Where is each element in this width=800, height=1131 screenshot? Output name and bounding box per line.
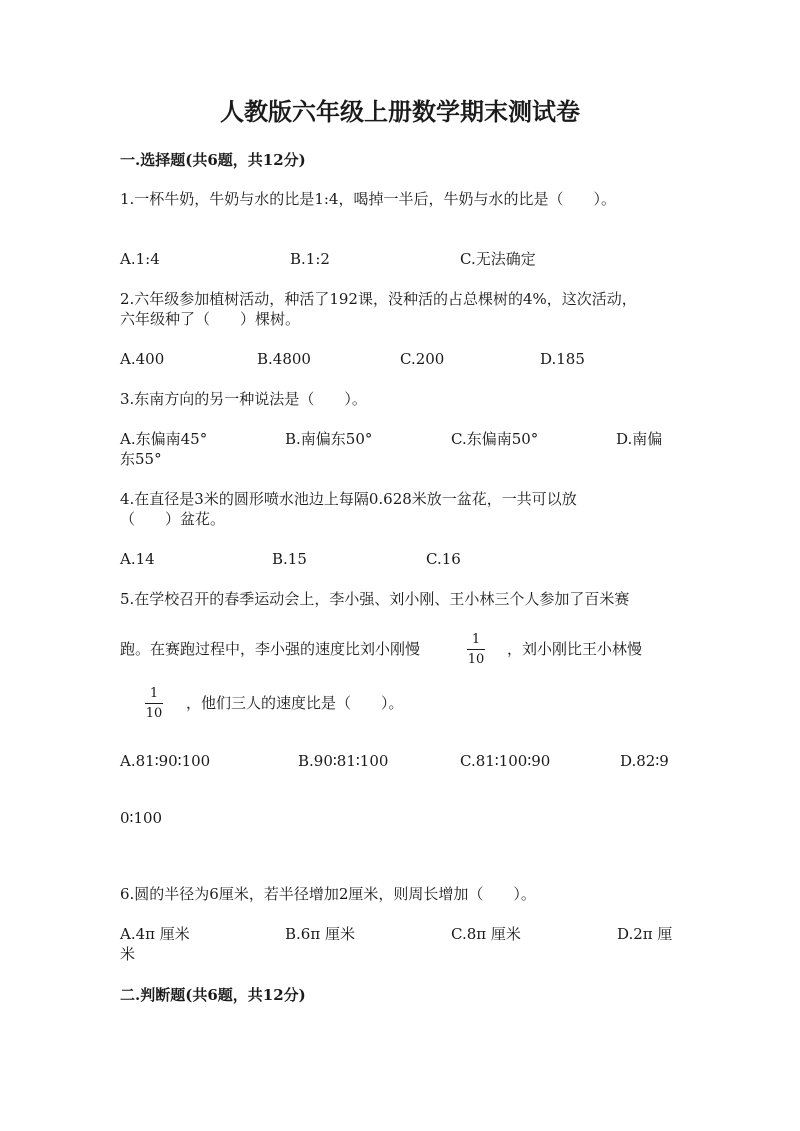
q6-option-d: D.2π 厘 <box>617 925 673 943</box>
question-5-stem-line3: ，他们三人的速度比是（ ）。 <box>186 694 404 712</box>
q3-option-d-wrap: 东55° <box>120 450 162 468</box>
fraction-denominator: 10 <box>145 706 163 721</box>
question-2-stem-line2: 六年级种了（ ）棵树。 <box>120 310 301 328</box>
q6-option-a: A.4π 厘米 <box>120 925 190 943</box>
fraction-one-tenth-2 <box>142 686 166 721</box>
q3-option-d: D.南偏 <box>616 430 663 448</box>
q1-option-c: C.无法确定 <box>460 250 536 268</box>
q2-option-d: D.185 <box>540 350 585 368</box>
q2-option-a: A.400 <box>120 350 165 368</box>
q4-option-c: C.16 <box>426 550 461 568</box>
q5-option-d: D.82∶9 <box>620 752 669 770</box>
question-2-stem-line1: 2.六年级参加植树活动，种活了192课，没种活的占总棵树的4%，这次活动， <box>120 290 637 308</box>
q5-option-d-wrap: 0∶100 <box>120 809 163 827</box>
q1-option-b: B.1:2 <box>290 250 330 268</box>
question-4-stem-line1: 4.在直径是3米的圆形喷水池边上每隔0.628米放一盆花，一共可以放 <box>120 490 577 508</box>
q3-option-b: B.南偏东50° <box>285 430 373 448</box>
section-heading-choice: 一.选择题(共6题，共12分) <box>120 151 306 169</box>
fraction-bar <box>467 649 485 650</box>
question-5-stem-line2b: ，刘小刚比王小林慢 <box>507 640 643 658</box>
question-1-stem: 1.一杯牛奶，牛奶与水的比是1:4，喝掉一半后，牛奶与水的比是（ ）。 <box>120 190 616 208</box>
question-6-stem: 6.圆的半径为6厘米，若半径增加2厘米，则周长增加（ ）。 <box>120 885 536 903</box>
q5-option-b: B.90∶81∶100 <box>298 752 389 770</box>
page-title: 人教版六年级上册数学期末测试卷 <box>220 97 580 126</box>
q3-option-a: A.东偏南45° <box>120 430 208 448</box>
q6-option-b: B.6π 厘米 <box>285 925 355 943</box>
question-5-stem-line2a: 跑。在赛跑过程中，李小强的速度比刘小刚慢 <box>120 640 421 658</box>
q3-option-c: C.东偏南50° <box>451 430 539 448</box>
question-5-stem-line1: 5.在学校召开的春季运动会上，李小强、刘小刚、王小林三个人参加了百米赛 <box>120 590 630 608</box>
fraction-denominator: 10 <box>467 652 485 667</box>
fraction-numerator: 1 <box>471 632 481 647</box>
fraction-one-tenth <box>464 632 488 667</box>
q6-option-c: C.8π 厘米 <box>451 925 521 943</box>
q4-option-a: A.14 <box>120 550 155 568</box>
q5-option-c: C.81∶100∶90 <box>460 752 551 770</box>
q1-option-a: A.1:4 <box>120 250 160 268</box>
section-heading-true-false: 二.判断题(共6题，共12分) <box>120 986 306 1004</box>
q2-option-b: B.4800 <box>257 350 311 368</box>
fraction-numerator: 1 <box>149 686 159 701</box>
q2-option-c: C.200 <box>400 350 445 368</box>
fraction-bar <box>145 703 163 704</box>
q5-option-a: A.81∶90∶100 <box>120 752 211 770</box>
q4-option-b: B.15 <box>272 550 307 568</box>
q6-option-d-wrap: 米 <box>120 945 136 963</box>
question-4-stem-line2: （ ）盆花。 <box>120 510 226 528</box>
question-3-stem: 3.东南方向的另一种说法是（ ）。 <box>120 390 367 408</box>
